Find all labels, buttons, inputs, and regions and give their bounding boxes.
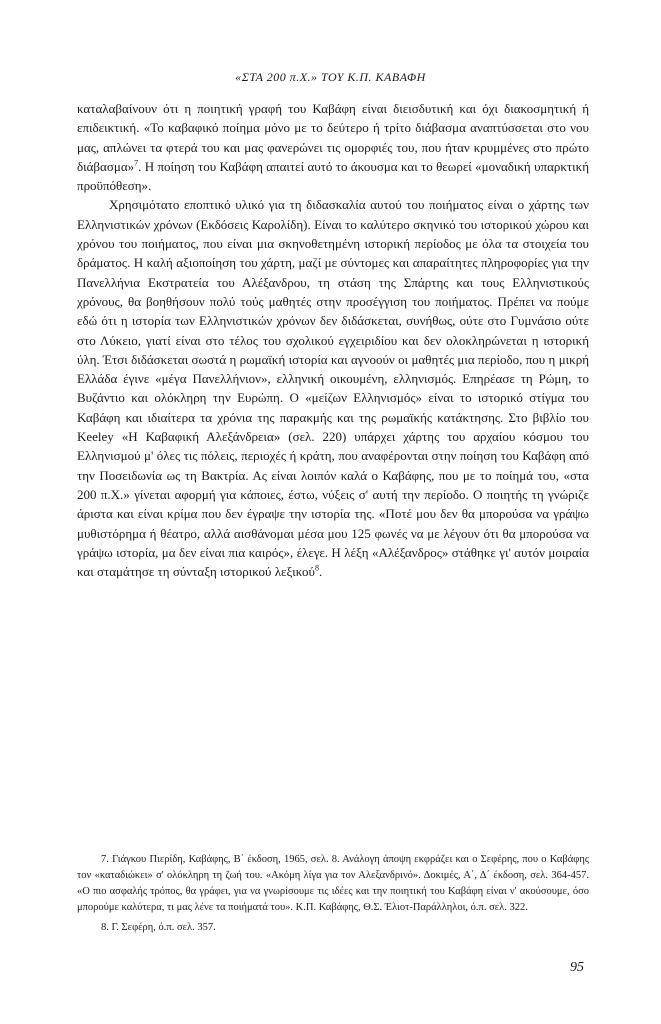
paragraph-2-end: . bbox=[318, 564, 323, 580]
paragraph-1-text: καταλαβαίνουν ότι η ποιητική γραφή του Καβάφη είναι διεισδυτική και όχι διακοσμητική ή επιδεικτική. «Το καβαφικό ποίημα μόνο με το δεύτερο ή τρίτο διάβασμα αναπτύσσεται στο νου μας, απλώνει τα φτερά του και μας φανερώνει τις ομορφιές του, που ήταν κρυμμένες στο πρώτο διάβασμα» bbox=[77, 101, 589, 174]
main-text bbox=[77, 99, 589, 581]
page-number: 95 bbox=[570, 960, 584, 975]
footnote-8: 8. Γ. Σεφέρη, ό.π. σελ. 357. bbox=[101, 922, 216, 933]
footnote-ref-8: 8 bbox=[314, 563, 319, 573]
paragraph-2-text: Χρησιμότατο εποπτικό υλικό για τη διδασκαλία αυτού του ποιήματος είναι ο χάρτης των Ελληνιστικών χρόνων (Εκδόσεις Καρολίδη). Είναι το καλύτερο σκηνικό του ιστορικού χώρου και χρόνου του ποιήματος, που είναι μια σκηνοθετημένη ιστορική περίοδος με όλα τα στοιχεία του δράματος. Η καλή αξιοποίηση του χάρτη, μαζί με σύντομες και απαραίτητες πληροφορίες για την Πανελλήνια Εκστρατεία του Αλέξανδρου, τη στάση της Σπάρτης και τους Ελληνιστικούς χρόνους, θα βοηθήσουν πολύ τούς μαθητές στην προσέγγιση του ποιήματος. Πρέπει να πούμε εδώ ότι η ιστορία των Ελληνιστικών χρόνων δεν διδάσκεται, συνήθως, ούτε στο Γυμνάσιο ούτε στο Λύκειο, γιατί είναι στο τέλος του σχολικού εγχειριδίου και δεν ολοκληρώνεται η ιστορική ύλη. Έτσι διδάσκεται σωστά η ρωμαϊκή ιστορία και αγνοούν οι μαθητές μια περίοδο, που η μικρή Ελλάδα έγινε «μέγα Πανελλήνιον», ελληνική οικουμένη, ελληνισμός. Επηρέασε τη Ρώμη, το Βυζάντιο και ολόκληρη την Ευρώπη. Ο «μείζων Ελληνισμός» είναι το ιστορικό στίγμα του Καβάφη και ιδιαίτερα τα χρόνια της παρακμής και της ρωμαϊκής κατάκτησης. Στο βιβλίο του Keeley «Η Καβαφική Αλεξάνδρεια» (σελ. 220) υπάρχει χάρτης του αρχαίου κόσμου του Ελληνισμού μ' όλες τις πόλεις, περιοχές ή κράτη, που αναφέρονται στην ποίηση του Καβάφη από την Ποσειδωνία ως τη Βακτρία. Ας είναι λοιπόν καλά ο Καβάφης, που με το ποίημά του, «στα 200 π.Χ.» γίνεται αφορμή για κάποιες, έστω, νύξεις σ' αυτή την περίοδο. Ο ποιητής τη γνώριζε άριστα και είναι κρίμα που δεν έγραψε την ιστορία της. «Ποτέ μου δεν θα μπορούσα να γράψω μυθιστόρημα ή θέατρο, αλλά αισθάνομαι μέσα μου 125 φωνές να με λέγουν ότι θα μπορούσα να γράψω ιστορία, μα δεν είναι πια καιρός», έλεγε. Η λέξη «Αλέξανδρος» στάθηκε γι' αυτόν μοιραία και σταμάτησε τη σύνταξη ιστορικού λεξικού bbox=[77, 197, 589, 580]
running-head: «ΣΤΑ 200 π.Χ.» ΤΟΥ Κ.Π. ΚΑΒΑΦΗ bbox=[235, 70, 426, 84]
paragraph-1-end: . Η ποίηση του Καβάφη απαιτεί αυτό το άκουσμα και το θεωρεί «μοναδική υπαρκτική προϋπόθεση». bbox=[77, 158, 589, 194]
footnote-ref-7: 7 bbox=[134, 158, 139, 168]
footnote-7: 7. Γιάγκου Πιερίδη, Καβάφης, Β΄ έκδοση, 1965, σελ. 8. Ανάλογη άποψη εκφράζει και ο Σεφέρης, που ο Καβάφης τον «καταδιώκει» σ' ολόκληρη τη ζωή του. «Ακόμη λίγα για τον Αλεξανδρινό». Δοκιμές, Α΄, Δ΄ έκδοση, σελ. 364-457. «Ο πιο ασφαλής τρόπος, θα γράφει, για να γνωρίσουμε τις ιδέες και την ποιητική του Καβάφη είναι ν' ακούσουμε, όσο μπορούμε καλύτερα, τι μας λένε τα ποιήματά του». Κ.Π. Καβάφης, Θ.Σ. Έλιοτ-Παράλληλοι, ό.π. σελ. 322. bbox=[77, 854, 589, 913]
paragraph-2 bbox=[77, 195, 589, 581]
footnotes bbox=[77, 852, 589, 936]
paragraph-1 bbox=[77, 99, 589, 195]
